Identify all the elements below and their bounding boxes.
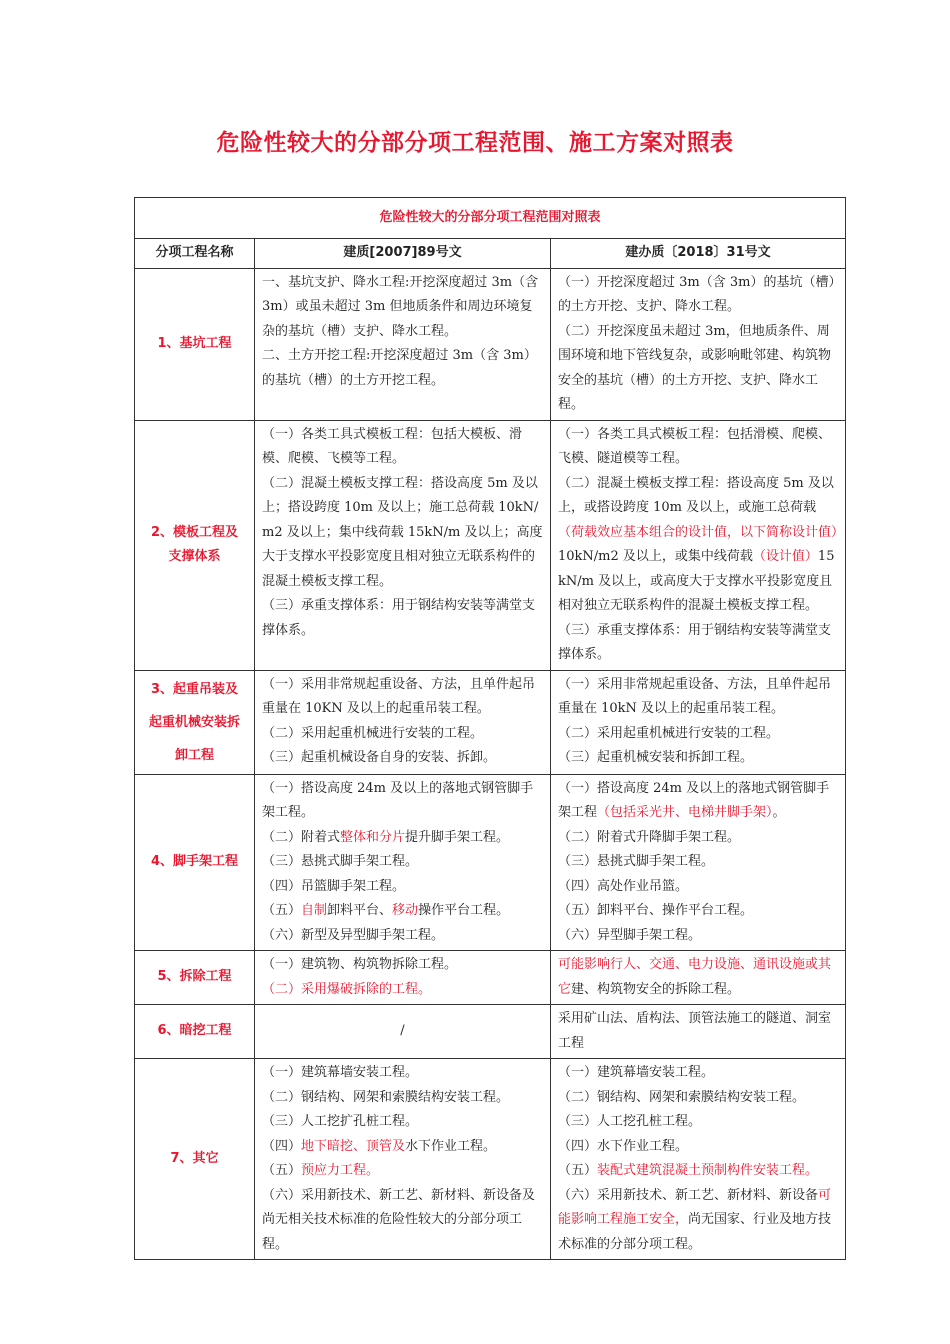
clause-paragraph xyxy=(558,924,838,949)
clause-paragraph xyxy=(558,1159,838,1184)
clause-text: （三）悬挑式脚手架工程。 xyxy=(558,854,715,869)
table-row xyxy=(135,951,846,1005)
clause-text: （五）卸料平台、操作平台工程。 xyxy=(558,903,754,918)
header-2007-doc: 建质[2007]89号文 xyxy=(255,239,551,269)
old-regulation-cell xyxy=(255,670,551,774)
clause-text: （一）采用非常规起重设备、方法，且单件起吊重量在 10KN 及以上的起重吊装工程。 xyxy=(262,676,536,716)
row-name: 6、暗挖工程 xyxy=(135,1005,255,1059)
clause-text: 一、基坑支护、降水工程:开挖深度超过 3m（含 3m）或虽未超过 3m 但地质条件和周边环境复杂的基坑（槽）支护、降水工程。 xyxy=(262,274,539,339)
comparison-table xyxy=(134,197,846,1260)
new-regulation-cell xyxy=(551,1005,846,1059)
table-row xyxy=(135,1059,846,1260)
clause-paragraph xyxy=(262,1110,543,1135)
clause-paragraph xyxy=(262,826,543,851)
header-2018-doc: 建办质〔2018〕31号文 xyxy=(551,239,846,269)
clause-text: （一）建筑物、构筑物拆除工程。 xyxy=(262,957,458,972)
clause-text: （三）起重机械安装和拆卸工程。 xyxy=(558,750,754,765)
clause-text: （一）采用非常规起重设备、方法，且单件起吊重量在 10kN 及以上的起重吊装工程。 xyxy=(558,676,832,716)
clause-paragraph xyxy=(558,320,838,418)
clause-paragraph xyxy=(558,472,845,619)
clause-paragraph xyxy=(262,1159,543,1184)
clause-text: （二）混凝土模板支撑工程：搭设高度 5m 及以上；搭设跨度 10m 及以上；施工总荷载 10kN/m2 及以上；集中线荷载 15kN/m 及以上；高度大于支撑水平投影宽度且相对独立无联系构件的混凝土模板支撑工程。 xyxy=(262,475,543,589)
row-name: 3、起重吊装及起重机械安装拆卸工程 xyxy=(135,670,255,774)
old-regulation-cell xyxy=(255,268,551,420)
clause-paragraph xyxy=(558,777,838,826)
highlighted-text: 可能影响行人、交通、电力设施、通讯设施或其它 xyxy=(558,957,832,997)
highlighted-text: 自制 xyxy=(301,903,328,918)
clause-text: （五） xyxy=(262,903,302,918)
highlighted-text: （荷载效应基本组合的设计值，以下简称设计值） xyxy=(558,524,845,540)
row-name: 4、脚手架工程 xyxy=(135,774,255,951)
row-name: 1、基坑工程 xyxy=(135,268,255,420)
clause-paragraph xyxy=(262,594,543,643)
table-caption: 危险性较大的分部分项工程范围对照表 xyxy=(135,198,846,239)
table-row xyxy=(135,420,846,670)
table-row xyxy=(135,774,846,951)
clause-text: 操作平台工程。 xyxy=(418,903,510,918)
clause-text: （六）新型及异型脚手架工程。 xyxy=(262,927,445,943)
highlighted-text: （包括采光井、电梯井脚手架） xyxy=(597,805,773,820)
clause-paragraph xyxy=(558,1184,838,1258)
clause-text: （二）钢结构、网架和索膜结构安装工程。 xyxy=(262,1089,510,1105)
clause-text: （三）人工挖孔桩工程。 xyxy=(558,1114,702,1129)
highlighted-text: 地下暗挖、顶管及 xyxy=(301,1138,406,1154)
clause-text: （二）开挖深度虽未超过 3m，但地质条件、周围环境和地下管线复杂，或影响毗邻建、构筑物安全的基坑（槽）的土方开挖、支护、降水工程。 xyxy=(558,323,832,412)
clause-text: （二）采用起重机械进行安装的工程。 xyxy=(558,725,780,741)
clause-paragraph xyxy=(262,344,543,393)
old-regulation-cell xyxy=(255,951,551,1005)
clause-paragraph xyxy=(558,746,838,771)
old-regulation-cell xyxy=(255,1059,551,1260)
clause-paragraph xyxy=(558,722,838,747)
clause-text: （三）起重机械设备自身的安装、拆卸。 xyxy=(262,750,497,765)
row-name: 5、拆除工程 xyxy=(135,951,255,1005)
clause-paragraph xyxy=(558,826,838,851)
clause-text: （一）搭设高度 24m 及以上的落地式钢管脚手架工程。 xyxy=(262,780,534,820)
old-regulation-cell xyxy=(255,420,551,670)
old-regulation-cell: / xyxy=(255,1005,551,1059)
clause-paragraph xyxy=(262,271,543,345)
clause-text: （一）各类工具式模板工程：包括大模板、滑模、爬模、飞模等工程。 xyxy=(262,426,523,466)
clause-paragraph xyxy=(262,1135,543,1160)
clause-paragraph xyxy=(558,875,838,900)
new-regulation-cell xyxy=(551,268,846,420)
clause-paragraph xyxy=(558,619,838,668)
clause-text: （一）开挖深度超过 3m（含 3m）的基坑（槽）的土方开挖、支护、降水工程。 xyxy=(558,274,835,314)
clause-paragraph xyxy=(262,899,543,924)
clause-text: （三）承重支撑体系：用于钢结构安装等满堂支撑体系。 xyxy=(558,622,832,662)
clause-paragraph xyxy=(558,1110,838,1135)
clause-paragraph xyxy=(262,850,543,875)
highlighted-text: 装配式建筑混凝土预制构件安装工程。 xyxy=(597,1163,819,1178)
clause-text: （二）附着式 xyxy=(262,829,341,845)
clause-paragraph xyxy=(558,1007,838,1056)
highlighted-text: （二）采用爆破拆除的工程。 xyxy=(262,981,432,997)
clause-text: 提升脚手架工程。 xyxy=(405,829,510,845)
clause-text: （一）各类工具式模板工程：包括滑模、爬模、飞模、隧道模等工程。 xyxy=(558,426,832,466)
clause-text: （四） xyxy=(262,1138,302,1154)
clause-text: 建、构筑物安全的拆除工程。 xyxy=(571,981,741,997)
highlighted-text: 整体和分片 xyxy=(340,829,406,845)
clause-text: （三）人工挖扩孔桩工程。 xyxy=(262,1114,419,1129)
clause-text: 水下作业工程。 xyxy=(405,1138,497,1154)
old-regulation-cell xyxy=(255,774,551,951)
table-row xyxy=(135,268,846,420)
clause-paragraph xyxy=(262,1086,543,1111)
header-item-name: 分项工程名称 xyxy=(135,239,255,269)
clause-text: （六）采用新技术、新工艺、新材料、新设备 xyxy=(558,1187,819,1203)
clause-text: （六）异型脚手架工程。 xyxy=(558,927,702,943)
new-regulation-cell xyxy=(551,1059,846,1260)
clause-text: （一）建筑幕墙安装工程。 xyxy=(262,1065,419,1080)
new-regulation-cell xyxy=(551,420,846,670)
clause-text: （一）搭设高度 24m 及以上的落地式钢管脚手架工程 xyxy=(558,780,830,820)
clause-paragraph xyxy=(262,777,543,826)
table-row xyxy=(135,1005,846,1059)
clause-paragraph xyxy=(262,1184,543,1258)
clause-text: 尚无国家、行业及地方技术标准的分部分项工程。 xyxy=(558,1212,832,1252)
clause-text: 采用矿山法、盾构法、顶管法施工的隧道、洞室工程 xyxy=(558,1011,832,1051)
clause-paragraph xyxy=(558,1135,838,1160)
clause-text: 卸料平台、 xyxy=(327,903,393,918)
highlighted-text: 预应力工程。 xyxy=(301,1163,380,1178)
clause-paragraph xyxy=(558,899,838,924)
new-regulation-cell xyxy=(551,670,846,774)
clause-text: （六）采用新技术、新工艺、新材料、新设备及尚无相关技术标准的危险性较大的分部分项工程。 xyxy=(262,1187,536,1252)
clause-paragraph xyxy=(558,673,838,722)
clause-text: （二）采用起重机械进行安装的工程。 xyxy=(262,725,484,741)
clause-paragraph xyxy=(262,875,543,900)
clause-text: 10kN/m2 及以上，或集中线荷载 xyxy=(558,549,753,564)
new-regulation-cell xyxy=(551,774,846,951)
clause-paragraph xyxy=(262,722,543,747)
new-regulation-cell xyxy=(551,951,846,1005)
clause-paragraph xyxy=(558,850,838,875)
clause-paragraph xyxy=(262,924,543,949)
clause-paragraph xyxy=(558,1061,838,1086)
clause-paragraph xyxy=(262,1061,543,1086)
highlighted-text: 可能影响工程施工安全， xyxy=(558,1187,832,1227)
clause-paragraph xyxy=(262,673,543,722)
clause-text: 二、土方开挖工程:开挖深度超过 3m（含 3m）的基坑（槽）的土方开挖工程。 xyxy=(262,348,537,388)
document-title: 危险性较大的分部分项工程范围、施工方案对照表 xyxy=(216,130,734,156)
clause-paragraph xyxy=(262,423,543,472)
clause-text: （二）钢结构、网架和索膜结构安装工程。 xyxy=(558,1089,806,1105)
clause-text: （三）承重支撑体系：用于钢结构安装等满堂支撑体系。 xyxy=(262,598,536,638)
clause-text: （五） xyxy=(262,1163,302,1178)
clause-text: 。 xyxy=(772,805,786,820)
clause-paragraph xyxy=(262,746,543,771)
clause-paragraph xyxy=(262,978,543,1003)
clause-text: （四）吊篮脚手架工程。 xyxy=(262,878,406,894)
row-name: 2、模板工程及支撑体系 xyxy=(135,420,255,670)
highlighted-text: 移动 xyxy=(392,903,419,918)
table-row xyxy=(135,670,846,774)
clause-text: （四）高处作业吊篮。 xyxy=(558,878,689,894)
clause-paragraph xyxy=(558,271,838,320)
row-name: 7、其它 xyxy=(135,1059,255,1260)
clause-paragraph xyxy=(262,472,543,595)
clause-paragraph xyxy=(558,423,838,472)
clause-text: （四）水下作业工程。 xyxy=(558,1138,689,1154)
clause-paragraph xyxy=(262,953,543,978)
clause-text: （二）混凝土模板支撑工程：搭设高度 5m 及以上，或搭设跨度 10m 及以上，或施工总荷载 xyxy=(558,475,834,515)
clause-text: （二）附着式升降脚手架工程。 xyxy=(558,829,741,845)
clause-paragraph xyxy=(558,1086,838,1111)
highlighted-text: （设计值） xyxy=(752,549,818,564)
clause-text: （三）悬挑式脚手架工程。 xyxy=(262,854,419,869)
clause-paragraph xyxy=(558,953,838,1002)
clause-text: （五） xyxy=(558,1163,598,1178)
clause-text: 15kN/m 及以上，或高度大于支撑水平投影宽度且相对独立无联系构件的混凝土模板支撑工程。 xyxy=(558,549,835,613)
clause-text: （一）建筑幕墙安装工程。 xyxy=(558,1065,715,1080)
